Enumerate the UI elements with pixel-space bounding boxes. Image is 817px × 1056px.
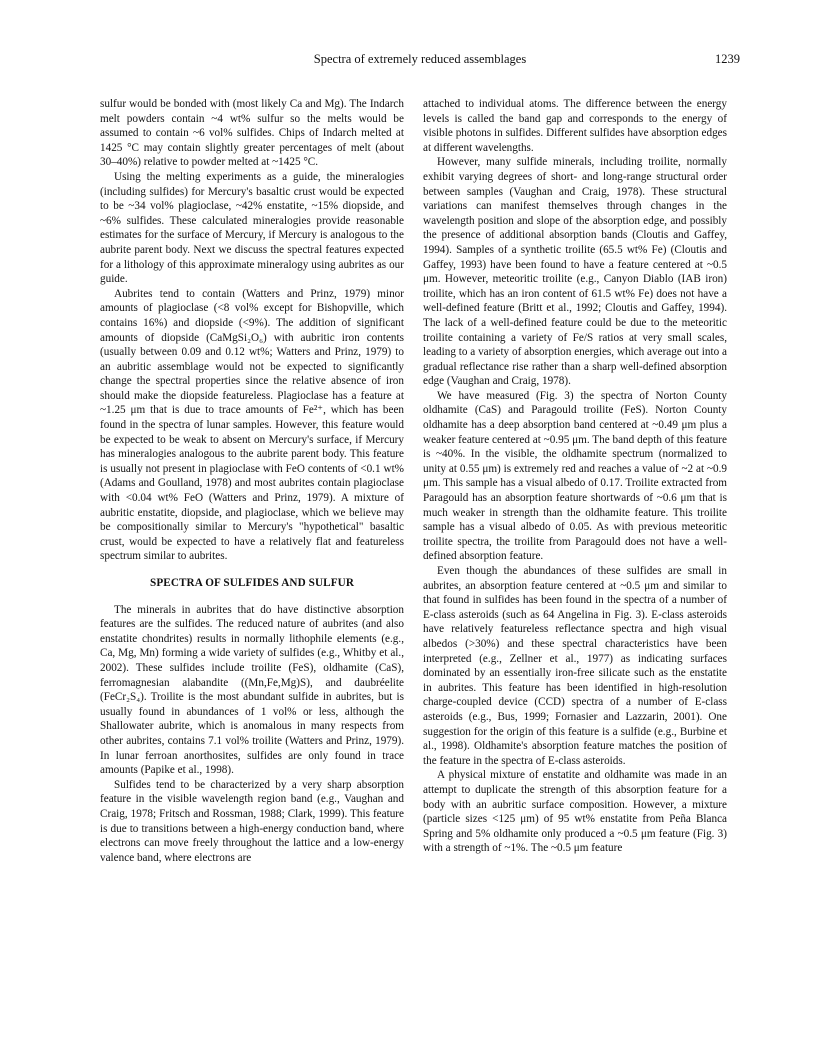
right-column [423, 97, 727, 856]
paragraph: Sulfides tend to be characterized by a very sharp absorption feature in the visible wavelength region band (e.g., Vaughan and Craig, 1978; Fritsch and Rossman, 1988; Clark, 1999). This feature is due to transitions between a high-energy conduction band, where electrons can move freely throughout the lattice and a low-energy valence band, where electrons are [100, 778, 404, 864]
running-header [100, 52, 740, 72]
paragraph: Even though the abundances of these sulfides are small in aubrites, an absorption feature centered at ~0.5 μm and similar to that found in sulfides has been found in the spectra of a number of E-class asteroids (such as 64 Angelina in Fig. 3). E-class asteroids have relatively featureless reflectance spectra and high visual albedos (>30%) and these spectral characteristics have been interpreted (e.g., Zellner et al., 1977) as indicating surfaces dominated by an essentially iron-free silicate such as the enstatite in aubrites. This feature has been identified in high-resolution charge-coupled device (CCD) spectra of a number of E-class asteroids (e.g., Bus, 1999; Fornasier and Lazzarin, 2001). One suggestion for the origin of this feature is a sulfide (e.g., Burbine et al., 1998). Oldhamite's absorption feature matches the position of the feature in the spectra of E-class asteroids. [423, 565, 727, 767]
paragraph: We have measured (Fig. 3) the spectra of Norton County oldhamite (CaS) and Paragould troilite (FeS). Norton County oldhamite has a deep absorption band centered at ~0.49 μm plus a weaker feature centered at ~0.95 μm. The band depth of this feature is ~40%. In the visible, the oldhamite spectrum (normalized to unity at 0.55 μm) is extremely red and reaches a value of ~2 at ~0.9 μm. This sample has a visual albedo of 0.17. Troilite extracted from Paragould has an absorption feature shortwards of ~0.6 μm that is much weaker in strength than the oldhamite feature. This troilite sample has a visual albedo of 0.05. As with previous meteoritic troilite spectra, the troilite from Paragould does not have a well-defined absorption feature. [423, 389, 727, 563]
paragraph: The minerals in aubrites that do have distinctive absorption features are the sulfides. The reduced nature of aubrites (and also enstatite chondrites) results in normally lithophile elements (e.g., Ca, Mg, Mn) forming a wide variety of sulfides (e.g., Whitby et al., 2002). These sulfides include troilite (FeS), oldhamite (CaS), ferromagnesian alabandite ((Mn,Fe,Mg)S), and daubréelite (FeCr₂S₄). Troilite is the most abundant sulfide in aubrites, but is usually found in abundances of 1 vol% or less, although the Shallowater aubrite, which is anomalous in many respects from other aubrites, contains 7.1 vol% troilite (Watters and Prinz, 1979). In lunar ferroan anorthosites, sulfides are only found in trace amounts (Papike et al., 1998). [100, 603, 404, 777]
paragraph: However, many sulfide minerals, including troilite, normally exhibit varying degrees of short- and long-range structural order between samples (Vaughan and Craig, 1978). These structural variations can manifest themselves through changes in the wavelength position and slope of the absorption edge, and possibly the presence of additional absorption bands (Cloutis and Gaffey, 1994). Samples of a synthetic troilite (65.5 wt% Fe) (Cloutis and Gaffey, 1993) have been found to have a feature centered at ~0.5 μm. However, meteoritic troilite (e.g., Canyon Diablo (IAB iron) troilite, which has an iron content of 61.5 wt% Fe) does not have a well-defined feature (Britt et al., 1992; Cloutis and Gaffey, 1994). The lack of a well-defined feature could be due to the meteoritic troilite containing a variety of Fe/S ratios at very small scales, leading to a variety of absorption energies, which average out into a gradual reflectance rise rather than a sharp well-defined absorption edge (Vaughan and Craig, 1978). [423, 156, 727, 388]
paragraph: sulfur would be bonded with (most likely Ca and Mg). The Indarch melt powders contain ~4 wt% sulfur so the melts would be assumed to contain ~6 vol% sulfides. Chips of Indarch melted at 1425 °C may contain slightly greater percentages of melt (about 30–40%) relative to powder melted at ~1425 °C. [100, 98, 404, 169]
running-title: Spectra of extremely reduced assemblages [313, 52, 527, 66]
paragraph: attached to individual atoms. The difference between the energy levels is called the band gap and corresponds to the energy of visible photons in sulfides. Different sulfides have absorption edges at different wavelengths. [423, 98, 727, 154]
page-number: 1239 [715, 52, 740, 66]
paragraph: A physical mixture of enstatite and oldhamite was made in an attempt to duplicate the strength of this absorption feature for a body with an aubritic surface composition. However, a mixture (particle sizes <125 μm) of 95 wt% enstatite from Peña Blanca Spring and 5% oldhamite only produced a ~0.5 μm feature (Fig. 3) with a strength of ~1%. The ~0.5 μm feature [423, 769, 727, 855]
paragraph: Using the melting experiments as a guide, the mineralogies (including sulfides) for Mercury's basaltic crust would be expected to be ~34 vol% plagioclase, ~42% enstatite, ~15% diopside, and ~6% sulfides. These calculated mineralogies provide reasonable estimates for the surface of Mercury, if Mercury is analogous to the aubrite parent body. Next we discuss the spectral features expected for a lithology of this approximate mineralogy using aubrites as our guide. [100, 170, 404, 286]
left-column [100, 97, 404, 865]
section-heading: SPECTRA OF SULFIDES AND SULFUR [150, 577, 354, 589]
paragraph: Aubrites tend to contain (Watters and Prinz, 1979) minor amounts of plagioclase (<8 vol% except for Bishopville, which contains 16%) and diopside (<9%). The addition of significant amounts of diopside (CaMgSi₂O₆) with aubritic iron contents (usually between 0.09 and 0.12 wt%; Watters and Prinz, 1979) to an aubritic assemblage would not be expected to significantly change the spectral properties since the relative absence of iron should make the diopside featureless. Plagioclase has a feature at ~1.25 μm that is due to trace amounts of Fe²⁺, which has been found in the spectra of lunar samples. However, this feature would be expected to be weak to absent on Mercury's surface, if Mercury has mineralogies analogous to the aubrite parent body. This feature is usually not present in plagioclase with FeO contents of <0.1 wt% (Adams and Goulland, 1978) and most aubrites contain plagioclase with <0.04 wt% FeO (Watters and Prinz, 1979). A mixture of aubritic enstatite, diopside, and plagioclase, which we believe may be compositionally similar to Mercury's "hypothetical" basaltic crust, would be expected to have a relatively flat and featureless spectrum similar to aubrites. [100, 287, 404, 563]
